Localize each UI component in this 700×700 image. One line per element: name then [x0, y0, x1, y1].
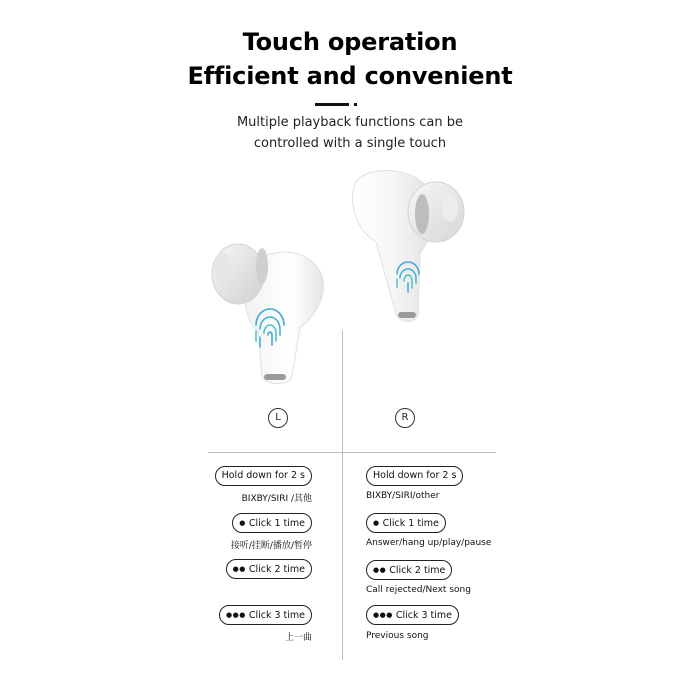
right-click3-pill [366, 605, 459, 625]
left-earbud-icon [200, 236, 330, 386]
subtitle [0, 112, 700, 154]
horizontal-divider [208, 452, 496, 453]
headline-line-2: Efficient and convenient [187, 62, 513, 90]
subtitle-line-2: controlled with a single touch [253, 136, 447, 151]
gesture-label: Click 2 time [389, 565, 446, 576]
left-click2-pill [226, 559, 312, 579]
gesture-label: Click 2 time [248, 564, 305, 575]
gesture-label: Hold down for 2 s [221, 470, 305, 481]
dot-indicator: ●●● [373, 611, 393, 619]
dot-indicator: ● [239, 519, 246, 527]
gesture-label: Click 1 time [382, 518, 439, 529]
right-click1-action: Answer/hang up/play/pause [366, 538, 492, 548]
left-side-label: L [268, 408, 288, 428]
left-click3-action: 上一曲 [284, 633, 312, 643]
gesture-label: Hold down for 2 s [373, 470, 457, 481]
divider-bar [315, 103, 349, 106]
gesture-label: Click 3 time [248, 610, 305, 621]
left-click3-pill [219, 605, 312, 625]
dot-indicator: ● [373, 519, 380, 527]
right-click2-pill [366, 560, 452, 580]
right-click2-action: Call rejected/Next song [366, 585, 471, 595]
right-earbud-icon [338, 162, 468, 327]
left-hold-pill [215, 466, 312, 486]
left-click1-action: 接听/挂断/播放/暂停 [230, 541, 312, 551]
gesture-label: Click 1 time [248, 518, 305, 529]
gesture-label: Click 3 time [395, 610, 453, 621]
left-click1-pill [232, 513, 312, 533]
right-click1-pill [366, 513, 446, 533]
headline-line-1: Touch operation [242, 28, 458, 56]
divider-dot [354, 103, 357, 106]
dot-indicator: ●●● [225, 611, 246, 619]
dot-indicator: ●● [373, 566, 387, 574]
left-hold-action: BIXBY/SIRI /其他 [241, 494, 312, 504]
right-hold-action: BIXBY/SIRI/other [366, 491, 440, 501]
right-click3-action: Previous song [366, 631, 429, 641]
subtitle-line-1: Multiple playback functions can be [236, 115, 464, 130]
dot-indicator: ●● [232, 565, 246, 573]
vertical-divider [342, 330, 343, 660]
right-side-label: R [395, 408, 415, 428]
right-hold-pill [366, 466, 463, 486]
